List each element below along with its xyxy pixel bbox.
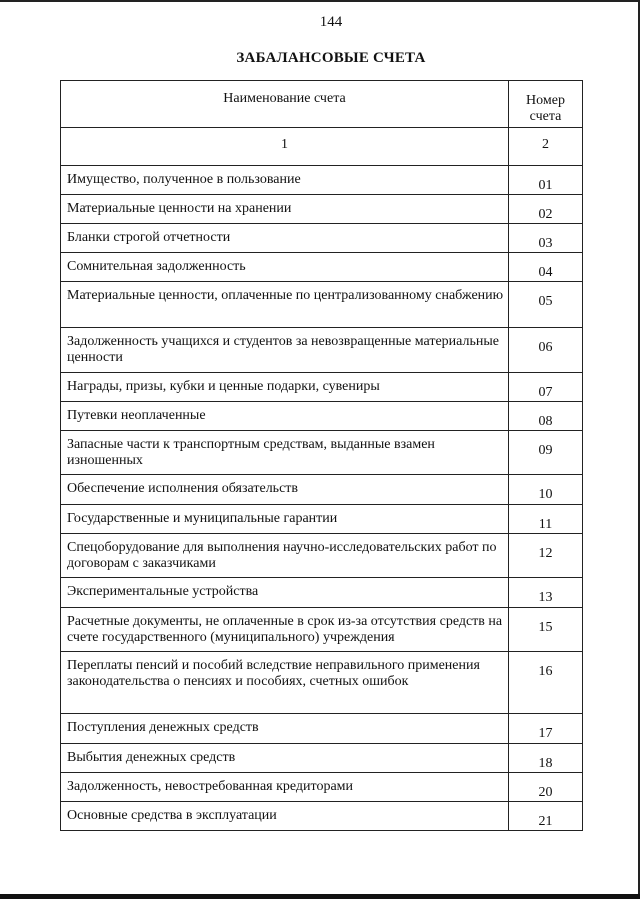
table-row (61, 166, 583, 195)
account-name-cell: Выбытия денежных средств (61, 744, 509, 773)
account-name-cell: Сомнительная задолженность (61, 253, 509, 282)
scan-edge-top (0, 0, 640, 2)
account-number-cell: 03 (509, 224, 583, 253)
table-row (61, 773, 583, 802)
account-number-cell: 06 (509, 328, 583, 373)
account-number-cell: 07 (509, 373, 583, 402)
table-row (61, 224, 583, 253)
table-row (61, 328, 583, 373)
account-number-cell: 15 (509, 608, 583, 652)
scan-edge-bottom (0, 894, 640, 899)
account-number-cell: 04 (509, 253, 583, 282)
account-number-cell: 09 (509, 431, 583, 475)
account-name-cell: Спецоборудование для выполнения научно-исследовательских работ по договорам с заказчиками (61, 534, 509, 578)
off-balance-accounts-table (60, 80, 583, 831)
table-row (61, 475, 583, 505)
table-row (61, 431, 583, 475)
table-row (61, 505, 583, 534)
table-row (61, 373, 583, 402)
account-number-cell: 05 (509, 282, 583, 328)
column-index-row (61, 128, 583, 166)
table-header-row (61, 81, 583, 128)
column-index-name: 1 (61, 128, 509, 166)
table-row (61, 534, 583, 578)
account-number-cell: 20 (509, 773, 583, 802)
account-number-cell: 17 (509, 714, 583, 744)
table-row (61, 402, 583, 431)
table-row (61, 714, 583, 744)
account-name-cell: Переплаты пенсий и пособий вследствие неправильного применения законодательства о пенсиях и пособиях, счетных ошибок (61, 652, 509, 714)
header-account-number: Номер счета (509, 81, 583, 128)
table-row (61, 802, 583, 831)
account-name-cell: Поступления денежных средств (61, 714, 509, 744)
table-row (61, 253, 583, 282)
table-row (61, 282, 583, 328)
account-name-cell: Государственные и муниципальные гарантии (61, 505, 509, 534)
account-number-cell: 18 (509, 744, 583, 773)
account-name-cell: Основные средства в эксплуатации (61, 802, 509, 831)
header-account-name: Наименование счета (61, 81, 509, 128)
table-row (61, 744, 583, 773)
account-number-cell: 08 (509, 402, 583, 431)
account-number-cell: 01 (509, 166, 583, 195)
account-name-cell: Путевки неоплаченные (61, 402, 509, 431)
table-row (61, 608, 583, 652)
account-number-cell: 13 (509, 578, 583, 608)
account-number-cell: 16 (509, 652, 583, 714)
account-name-cell: Материальные ценности на хранении (61, 195, 509, 224)
account-name-cell: Имущество, полученное в пользование (61, 166, 509, 195)
column-index-number: 2 (509, 128, 583, 166)
account-name-cell: Награды, призы, кубки и ценные подарки, сувениры (61, 373, 509, 402)
account-name-cell: Задолженность, невостребованная кредиторами (61, 773, 509, 802)
account-name-cell: Экспериментальные устройства (61, 578, 509, 608)
account-number-cell: 11 (509, 505, 583, 534)
table-row (61, 578, 583, 608)
table-row (61, 652, 583, 714)
table-row (61, 195, 583, 224)
account-name-cell: Задолженность учащихся и студентов за невозвращенные материальные ценности (61, 328, 509, 373)
account-number-cell: 21 (509, 802, 583, 831)
page-number: 144 (319, 14, 343, 30)
account-name-cell: Бланки строгой отчетности (61, 224, 509, 253)
account-name-cell: Расчетные документы, не оплаченные в срок из-за отсутствия средств на счете государственного (муниципального) учреждения (61, 608, 509, 652)
account-name-cell: Обеспечение исполнения обязательств (61, 475, 509, 505)
account-name-cell: Материальные ценности, оплаченные по централизованному снабжению (61, 282, 509, 328)
account-number-cell: 12 (509, 534, 583, 578)
account-number-cell: 10 (509, 475, 583, 505)
account-name-cell: Запасные части к транспортным средствам, выданные взамен изношенных (61, 431, 509, 475)
account-number-cell: 02 (509, 195, 583, 224)
page-title: ЗАБАЛАНСОВЫЕ СЧЕТА (236, 50, 426, 66)
